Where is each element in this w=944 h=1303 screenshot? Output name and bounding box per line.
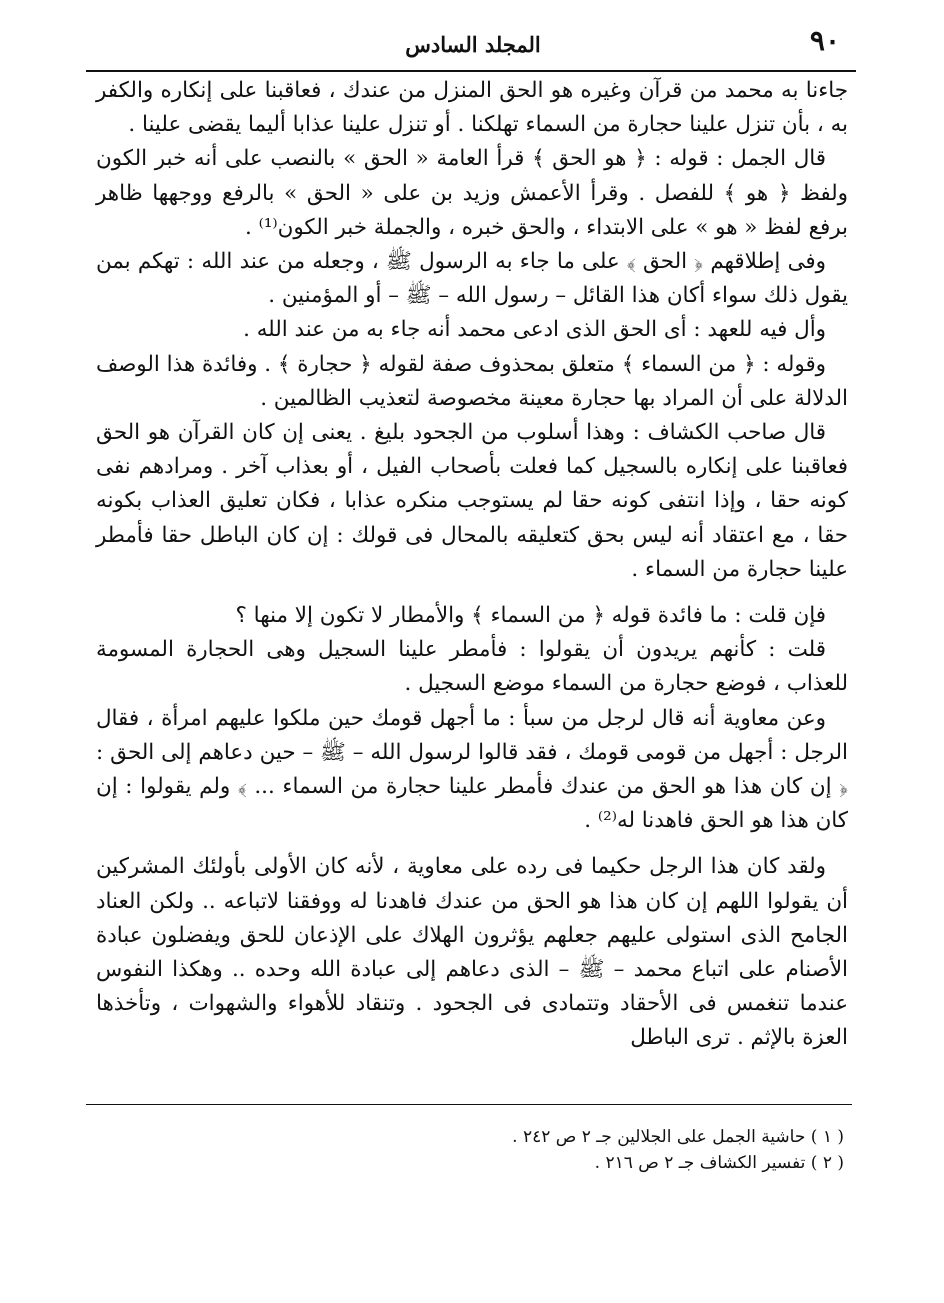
paragraph: وفى إطلاقهم ﴿ الحق ﴾ على ما جاء به الرسول ﷺ ، وجعله من عند الله : تهكم بمن يقول ذلك سواء أكان هذا القائل – رسول الله – ﷺ – أو المؤمنين . <box>96 249 848 309</box>
header-rule <box>86 70 856 72</box>
page-number: ٩٠ <box>809 24 840 57</box>
body-text <box>96 74 848 1056</box>
paragraph: وعن معاوية أنه قال لرجل من سبأ : ما أجهل قومك حين ملكوا عليهم امرأة ، فقال الرجل : أجهل من قومى قومك ، فقد قالوا لرسول الله – ﷺ – حين دعاهم إلى الحق : ﴿ إن كان هذا هو الحق من عندك فأمطر علينا حجارة من السماء ... ﴾ ولم يقولوا : إن كان هذا هو الحق فاهدنا له⁽²⁾ . <box>96 705 848 834</box>
paragraph: وقوله : ﴿ من السماء ﴾ متعلق بمحذوف صفة لقوله ﴿ حجارة ﴾ . وفائدة هذا الوصف الدلالة على أن المراد بها حجارة معينة مخصوصة لتعذيب الظالمين . <box>96 351 848 411</box>
paragraph: فإن قلت : ما فائدة قوله ﴿ من السماء ﴾ والأمطار لا تكون إلا منها ؟ <box>235 603 826 629</box>
paragraph: قال الجمل : قوله : ﴿ هو الحق ﴾ قرأ العامة « الحق » بالنصب على أنه خبر الكون ولفظ ﴿ هو ﴾ للفصل . وقرأ الأعمش وزيد بن على « الحق » بالرفع ووجهها ظاهر برفع لفظ « هو » على الابتداء ، والحق خبره ، والجملة خبر الكون⁽¹⁾ . <box>96 146 848 240</box>
footnote: ( ٢ ) تفسير الكشاف جـ ٢ ص ٢١٦ . <box>594 1153 844 1173</box>
paragraph: قلت : كأنهم يريدون أن يقولوا : فأمطر علينا السجيل وهى الحجارة المسومة للعذاب ، فوضع حجارة من السماء موضع السجيل . <box>96 637 848 697</box>
paragraph: ولقد كان هذا الرجل حكيما فى رده على معاوية ، لأنه كان الأولى بأولئك المشركين أن يقولوا اللهم إن كان هذا هو الحق من عندك فاهدنا له ووفقنا لاتباعه .. ولكن العناد الجامح الذى استولى عليهم جعلهم يؤثرون الهلاك على الإذعان للحق ويفضلون عبادة الأصنام على اتباع محمد – ﷺ – الذى دعاهم إلى عبادة الله وحده .. وهكذا النفوس عندما تنغمس فى الأحقاد وتتمادى فى الجحود . وتنقاد للأهواء والشهوات ، وتأخذها العزة بالإثم . ترى الباطل <box>96 854 848 1051</box>
running-title: المجلد السادس <box>405 32 541 57</box>
footnotes <box>104 1124 844 1176</box>
page-header <box>88 24 858 64</box>
footnote: ( ١ ) حاشية الجمل على الجلالين جـ ٢ ص ٢٤٢ . <box>512 1127 844 1147</box>
footnote-rule <box>86 1104 852 1105</box>
paragraph: جاءنا به محمد من قرآن وغيره هو الحق المنزل من عندك ، فعاقبنا على إنكاره والكفر به ، بأن تنزل علينا حجارة من السماء تهلكنا . أو تنزل علينا عذابا أليما يقضى علينا . <box>96 78 848 138</box>
paragraph: وأل فيه للعهد : أى الحق الذى ادعى محمد أنه جاء به من عند الله . <box>243 317 826 343</box>
paragraph: قال صاحب الكشاف : وهذا أسلوب من الجحود بليغ . يعنى إن كان القرآن هو الحق فعاقبنا على إنكاره بالسجيل كما فعلت بأصحاب الفيل ، أو بعذاب آخر . ومرادهم نفى كونه حقا ، وإذا انتفى كونه حقا لم يستوجب منكره عذابا ، فكان تعليق العذاب بكونه حقا ، مع اعتقاد أنه ليس بحق كتعليقه بالمحال فى قولك : إن كان الباطل حقا فأمطر علينا حجارة من السماء . <box>96 420 848 582</box>
